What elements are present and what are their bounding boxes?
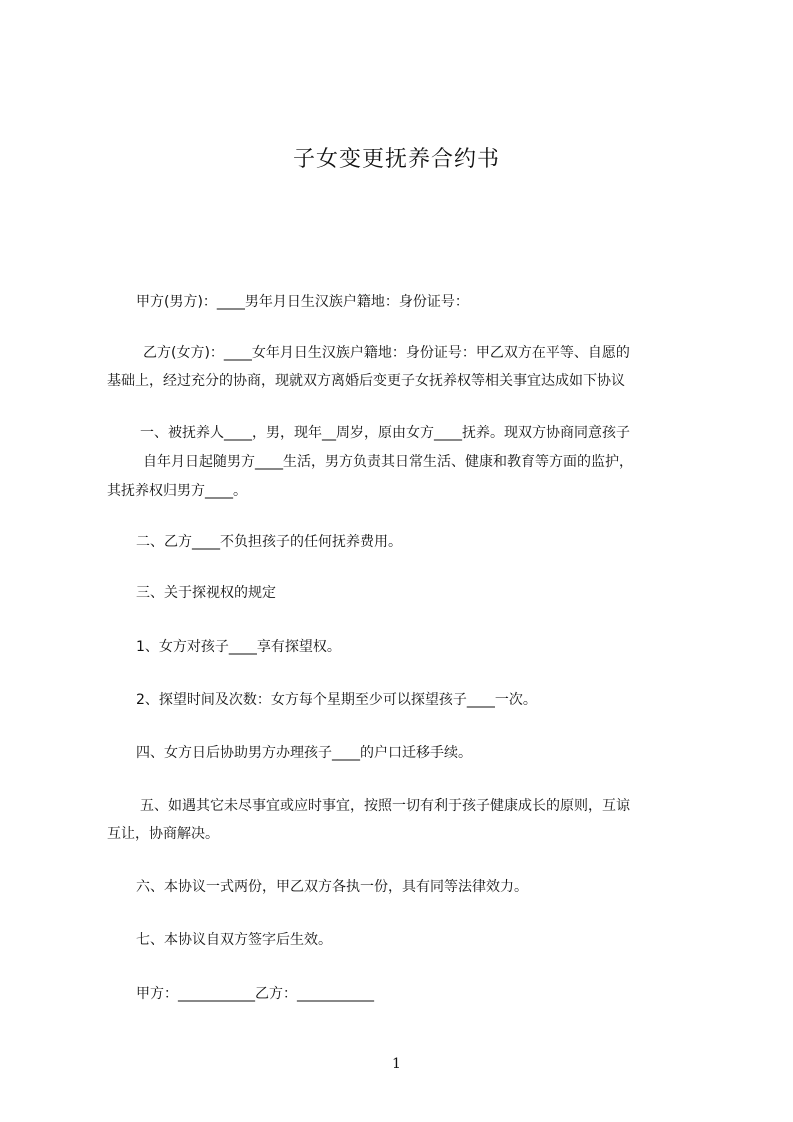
clause-7: 七、本协议自双方签字后生效。 [136,932,332,948]
party-a-line: 甲方(男方)：____男年月日生汉族户籍地：身份证号： [136,294,469,310]
clause-1-line-3: 其抚养权归男方____。 [107,483,247,499]
clause-4: 四、女方日后协助男方办理孩子____的户口迁移手续。 [136,745,472,761]
clause-3-item-2: 2、探望时间及次数：女方每个星期至少可以探望孩子____一次。 [136,692,537,708]
clause-5-line-2: 互让，协商解决。 [107,826,219,842]
signature-line: 甲方：___________乙方：___________ [136,986,374,1002]
page-number: 1 [392,1056,401,1072]
party-b-line: 乙方(女方)：____女年月日生汉族户籍地：身份证号：甲乙双方在平等、自愿的 [143,345,630,361]
clause-3-item-1: 1、女方对孩子____享有探望权。 [136,639,341,655]
document-title: 子女变更抚养合约书 [292,147,500,172]
clause-1-line-2: 自年月日起随男方____生活，男方负责其日常生活、健康和教育等方面的监护， [143,454,633,470]
clause-5-line-1: 五、如遇其它未尽事宜或应时事宜，按照一切有利于孩子健康成长的原则，互谅 [140,798,630,814]
clause-6: 六、本协议一式两份，甲乙双方各执一份，具有同等法律效力。 [136,879,528,895]
clause-3-heading: 三、关于探视权的规定 [136,585,276,601]
party-b-line-cont: 基础上，经过充分的协商，现就双方离婚后变更子女抚养权等相关事宜达成如下协议 [107,373,625,389]
clause-2: 二、乙方____不负担孩子的任何抚养费用。 [136,534,402,550]
clause-1-line-1: 一、被抚养人____，男，现年__周岁，原由女方____抚养。现双方协商同意孩子 [140,425,630,441]
